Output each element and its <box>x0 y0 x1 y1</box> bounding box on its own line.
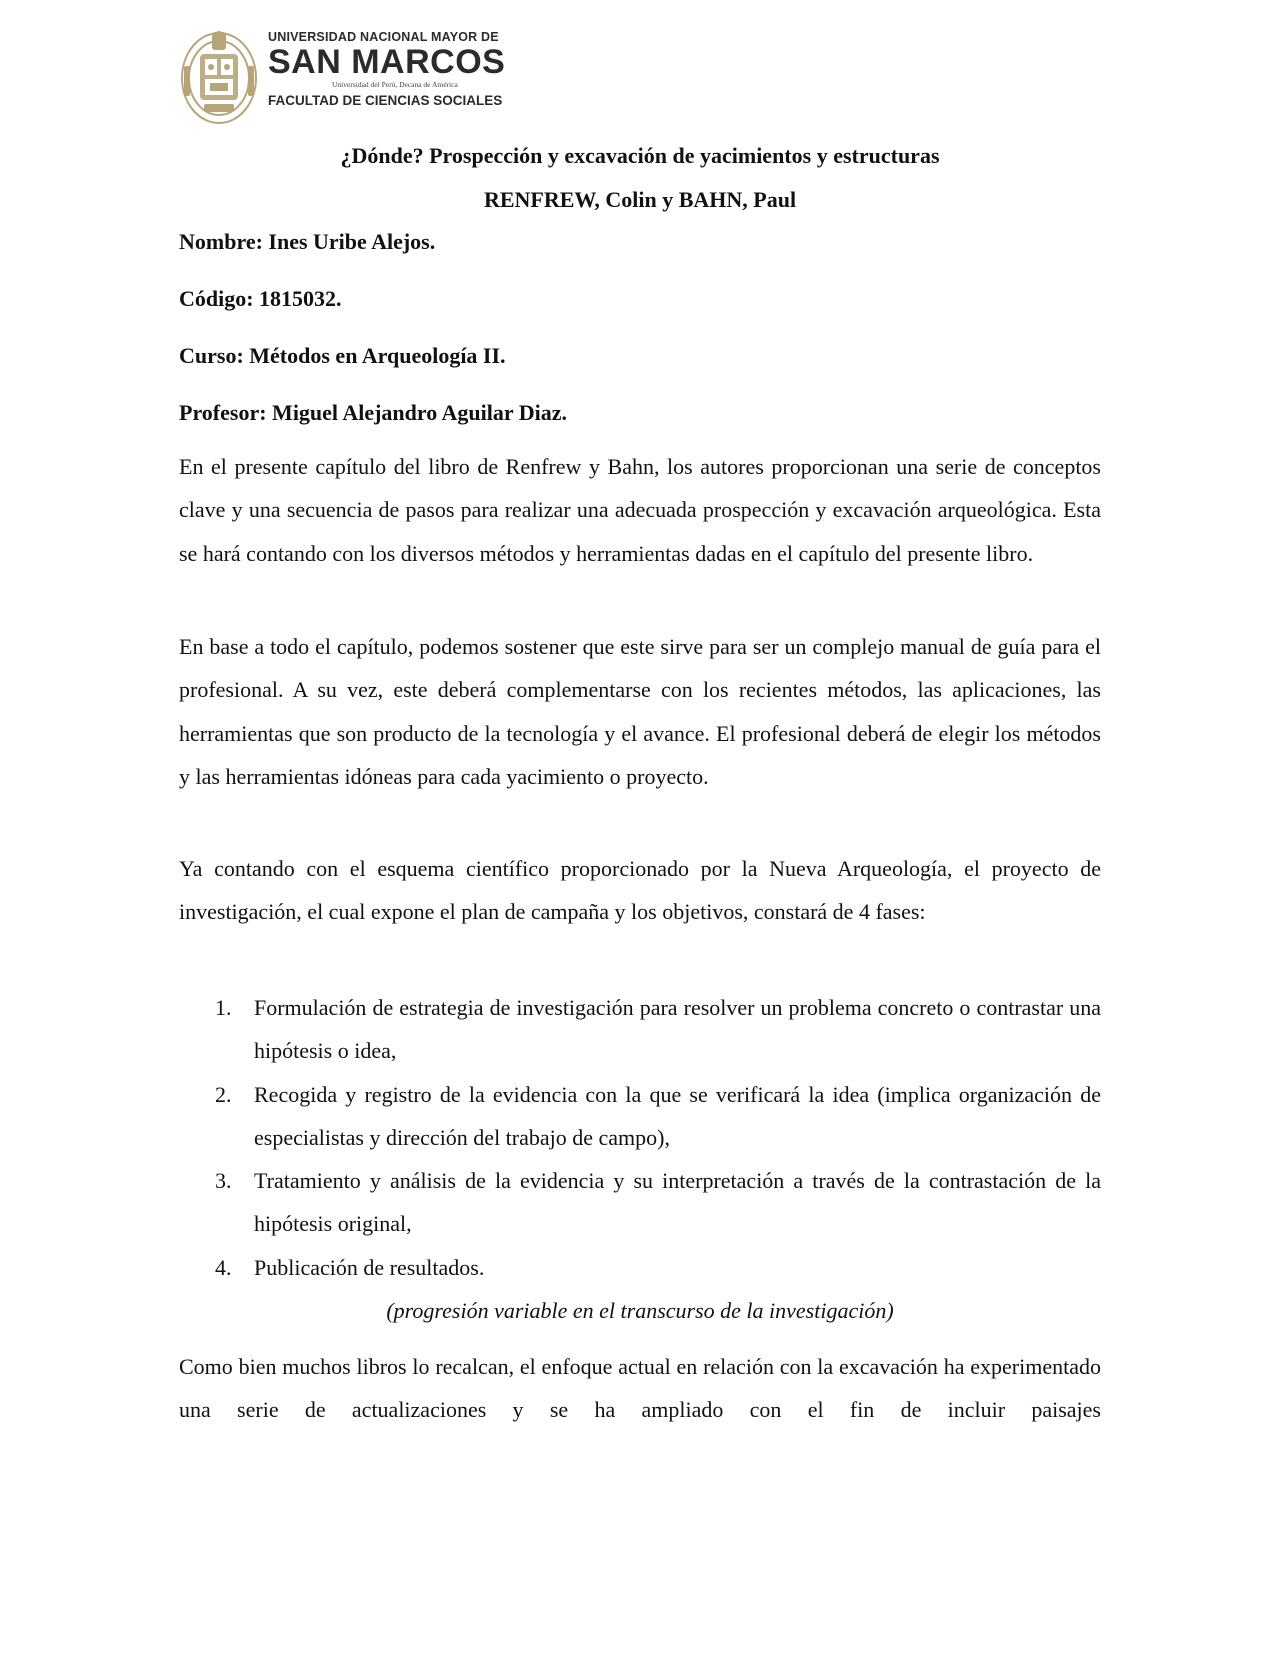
list-item-text: Publicación de resultados. <box>254 1254 485 1280</box>
list-item <box>179 1159 1101 1246</box>
student-code: Código: 1815032. <box>179 286 342 311</box>
university-seal-icon <box>178 26 260 126</box>
list-item-number: 1. <box>215 995 232 1020</box>
document-title: ¿Dónde? Prospección y excavación de yacimientos y estructuras <box>340 143 940 168</box>
document-authors: RENFREW, Colin y BAHN, Paul <box>483 187 797 212</box>
university-line1: UNIVERSIDAD NACIONAL MAYOR DE <box>268 30 499 44</box>
list-item-text: Recogida y registro de la evidencia con la que se verificará la idea (implica organización de especialistas y dirección del trabajo de campo), <box>254 1081 1101 1150</box>
faculty-name: FACULTAD DE CIENCIAS SOCIALES <box>268 93 503 108</box>
paragraph-2: En base a todo el capítulo, podemos sostener que este sirve para ser un complejo manual de guía para el profesional. A su vez, este deberá complementarse con los recientes métodos, las aplicaciones, las herramientas que son producto de la tecnología y el avance. El profesional deberá de elegir los métodos y las herramientas idóneas para cada yacimiento o proyecto. <box>179 634 1101 789</box>
list-item <box>179 1246 1101 1289</box>
list-item <box>179 986 1101 1073</box>
university-name-block <box>268 30 538 108</box>
list-item <box>179 1073 1101 1160</box>
list-item-text: Formulación de estrategia de investigación para resolver un problema concreto o contrastar una hipótesis o idea, <box>254 995 1101 1064</box>
phases-list <box>179 986 1101 1289</box>
university-line2: SAN MARCOS <box>268 43 506 81</box>
paragraph-1: En el presente capítulo del libro de Renfrew y Bahn, los autores proporcionan una serie de conceptos clave y una secuencia de pasos para realizar una adecuada prospección y excavación arqueológica. Esta se hará contando con los diversos métodos y herramientas dadas en el capítulo del presente libro. <box>179 454 1101 566</box>
university-logo <box>178 26 528 130</box>
university-motto: Universidad del Perú, Decana de América <box>332 80 458 89</box>
paragraph-3: Ya contando con el esquema científico proporcionado por la Nueva Arqueología, el proyecto de investigación, el cual expone el plan de campaña y los objetivos, constará de 4 fases: <box>179 856 1101 925</box>
progression-note: (progresión variable en el transcurso de la investigación) <box>386 1298 894 1323</box>
student-name: Nombre: Ines Uribe Alejos. <box>179 229 436 254</box>
list-item-number: 3. <box>215 1168 232 1194</box>
paragraph-4: Como bien muchos libros lo recalcan, el enfoque actual en relación con la excavación ha experimentado una serie de actualizaciones y se ha ampliado con el fin de incluir paisajes <box>179 1354 1101 1423</box>
course-name: Curso: Métodos en Arqueología II. <box>179 343 506 368</box>
list-item-text: Tratamiento y análisis de la evidencia y su interpretación a través de la contrastación de la hipótesis original, <box>254 1168 1101 1237</box>
list-item-number: 4. <box>215 1254 232 1280</box>
list-item-number: 2. <box>215 1081 232 1107</box>
professor-name: Profesor: Miguel Alejandro Aguilar Diaz. <box>179 400 568 425</box>
